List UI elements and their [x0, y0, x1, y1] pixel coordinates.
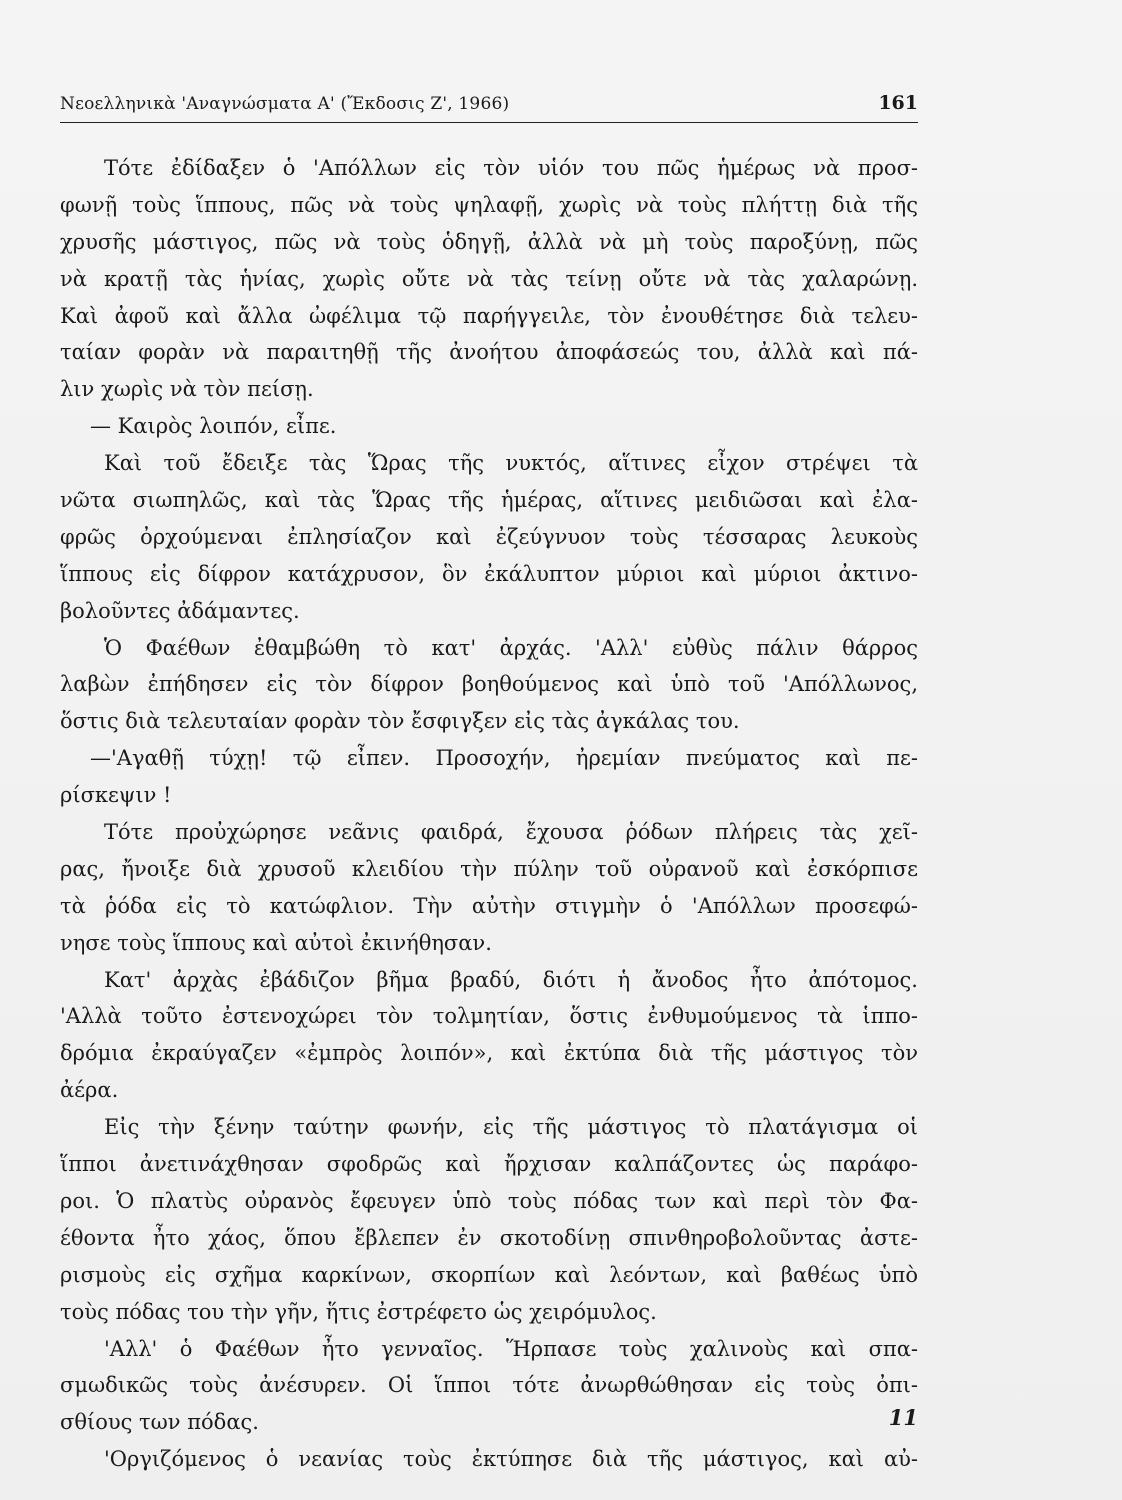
text-line: έθοντα ἦτο χάος, ὅπου ἔβλεπεν ἐν σκοτοδίνῃ σπινθηροβολοῦντας ἀστε- [60, 1225, 918, 1250]
text-line: 'Αλλ' ὁ Φαέθων ἦτο γενναῖος. Ἥρπασε τοὺς χαλινοὺς καὶ σπα- [104, 1336, 918, 1361]
text-line: τοὺς πόδας του τὴν γῆν, ἥτις ἐστρέφετο ὡς χειρόμυλος. [60, 1299, 657, 1324]
body-text [60, 150, 918, 1478]
signature-mark: 11 [888, 1405, 918, 1430]
text-line: — Καιρὸς λοιπόν, εἶπε. [90, 414, 337, 439]
text-line: φρῶς ὀρχούμεναι ἐπλησίαζον καὶ ἐζεύγνυον τοὺς τέσσαρας λευκοὺς [60, 524, 918, 549]
text-line: δρόμια ἐκραύγαζεν «ἐμπρὸς λοιπόν», καὶ ἐκτύπα διὰ τῆς μάστιγος τὸν [60, 1041, 918, 1066]
text-line: 'Οργιζόμενος ὁ νεανίας τοὺς ἐκτύπησε διὰ τῆς μάστιγος, καὶ αὐ- [104, 1447, 918, 1472]
text-line: Καὶ τοῦ ἔδειξε τὰς Ὥρας τῆς νυκτός, αἵτινες εἶχον στρέψει τὰ [104, 451, 918, 476]
text-line: ρισμοὺς εἰς σχῆμα καρκίνων, σκορπίων καὶ λεόντων, καὶ βαθέως ὑπὸ [60, 1262, 918, 1287]
text-line: νησε τοὺς ἵππους καὶ αὐτοὶ ἐκινήθησαν. [60, 930, 492, 955]
text-line: βολοῦντες ἀδάμαντες. [60, 598, 300, 623]
text-line: ἵπποι ἀνετινάχθησαν σφοδρῶς καὶ ἤρχισαν καλπάζοντες ὡς παράφο- [60, 1152, 918, 1177]
text-line: νὰ κρατῇ τὰς ἡνίας, χωρὶς οὔτε νὰ τὰς τείνῃ οὔτε νὰ τὰς χαλαρώνῃ. [60, 266, 918, 291]
text-line: φωνῇ τοὺς ἵππους, πῶς νὰ τοὺς ψηλαφῇ, χωρὶς νὰ τοὺς πλήττῃ διὰ τῆς [60, 192, 918, 217]
text-line: ἵππους εἰς δίφρον κατάχρυσον, ὃν ἐκάλυπτον μύριοι καὶ μύριοι ἀκτινο- [60, 561, 918, 586]
text-line: χρυσῆς μάστιγος, πῶς νὰ τοὺς ὁδηγῇ, ἀλλὰ νὰ μὴ τοὺς παροξύνῃ, πῶς [60, 229, 918, 254]
text-line: 'Αλλὰ τοῦτο ἐστενοχώρει τὸν τολμητίαν, ὅστις ἐνθυμούμενος τὰ ἱππο- [60, 1004, 918, 1029]
text-line: ροι. Ὁ πλατὺς οὐρανὸς ἔφευγεν ὑπὸ τοὺς πόδας των καὶ περὶ τὸν Φα- [60, 1188, 918, 1213]
text-line: ἀέρα. [60, 1078, 119, 1103]
text-line: σθίους των πόδας. [60, 1410, 259, 1435]
text-line: λιν χωρὶς νὰ τὸν πείσῃ. [60, 377, 314, 402]
running-head: Νεοελληνικὰ 'Αναγνώσματα Α' (Ἔκδοσις Ζ', 1966) [60, 94, 510, 114]
text-line: Καὶ ἀφοῦ καὶ ἄλλα ὠφέλιμα τῷ παρήγγειλε, τὸν ἐνουθέτησε διὰ τελευ- [60, 303, 918, 328]
text-line: ταίαν φορὰν νὰ παραιτηθῇ τῆς ἀνοήτου ἀποφάσεώς του, ἀλλὰ καὶ πά- [60, 340, 918, 365]
text-line: Ὁ Φαέθων ἐθαμβώθη τὸ κατ' ἀρχάς. 'Αλλ' εὐθὺς πάλιν θάρρος [104, 635, 918, 660]
page-header [60, 92, 918, 123]
text-line: ρίσκεψιν ! [60, 783, 172, 808]
page-number: 161 [878, 92, 918, 114]
text-line: σμωδικῶς τοὺς ἀνέσυρεν. Οἱ ἵπποι τότε ἀνωρθώθησαν εἰς τοὺς ὀπι- [60, 1373, 918, 1398]
text-line: ρας, ἤνοιξε διὰ χρυσοῦ κλειδίου τὴν πύλην τοῦ οὐρανοῦ καὶ ἐσκόρπισε [60, 856, 918, 881]
text-line: τὰ ῥόδα εἰς τὸ κατώφλιον. Τὴν αὐτὴν στιγμὴν ὁ 'Απόλλων προσεφώ- [60, 893, 918, 918]
text-line: ὅστις διὰ τελευταίαν φορὰν τὸν ἔσφιγξεν εἰς τὰς ἀγκάλας του. [60, 709, 740, 734]
text-line: Εἰς τὴν ξένην ταύτην φωνήν, εἰς τῆς μάστιγος τὸ πλατάγισμα οἱ [104, 1115, 918, 1140]
text-line: Τότε προὐχώρησε νεᾶνις φαιδρά, ἔχουσα ῥόδων πλήρεις τὰς χεῖ- [104, 820, 918, 845]
text-line: νῶτα σιωπηλῶς, καὶ τὰς Ὥρας τῆς ἡμέρας, αἵτινες μειδιῶσαι καὶ ἐλα- [60, 488, 918, 513]
text-line: Κατ' ἀρχὰς ἐβάδιζον βῆμα βραδύ, διότι ἡ ἄνοδος ἦτο ἀπότομος. [104, 967, 918, 992]
text-line: —'Αγαθῇ τύχῃ! τῷ εἶπεν. Προσοχήν, ἠρεμίαν πνεύματος καὶ πε- [90, 746, 918, 771]
text-line: λαβὼν ἐπήδησεν εἰς τὸν δίφρον βοηθούμενος καὶ ὑπὸ τοῦ 'Απόλλωνος, [60, 672, 918, 697]
text-line: Τότε ἐδίδαξεν ὁ 'Απόλλων εἰς τὸν υἱόν του πῶς ἡμέρως νὰ προσ- [104, 156, 918, 180]
